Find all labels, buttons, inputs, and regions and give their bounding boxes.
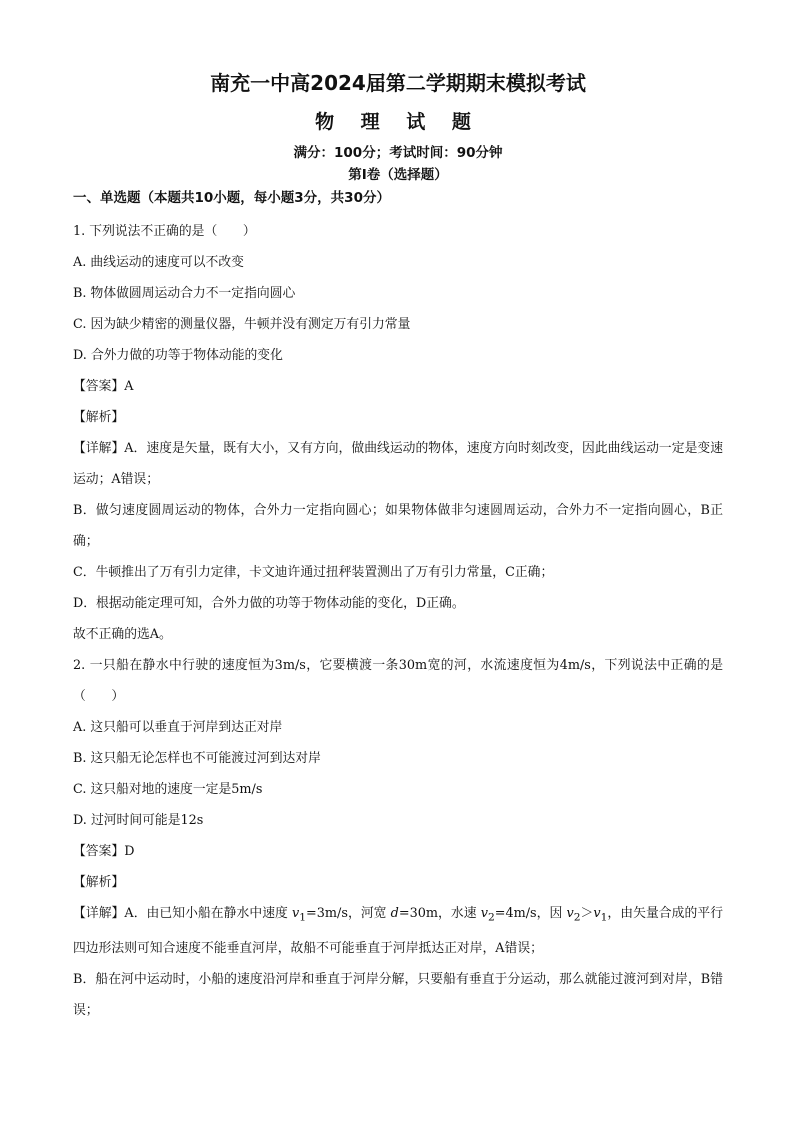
comparison-symbol: ＞ [580,906,594,921]
variable-d: d [390,906,399,921]
option-c: C. 因为缺少精密的测量仪器，牛顿并没有测定万有引力常量 [73,317,411,332]
variable-v: v [480,906,488,921]
subscript: 1 [299,910,307,924]
detail-text: =30m，水速 [398,906,481,921]
variable-v: v [566,906,574,921]
detail-text: 【详解】A．由已知小船在静水中速度 [73,906,293,921]
volume-heading: 第Ⅰ卷（选择题） [348,167,448,183]
option-a: A. 曲线运动的速度可以不改变 [73,255,244,270]
detail-paragraph: D．根据动能定理可知，合外力做的功等于物体动能的变化，D正确。 [73,596,465,611]
analysis-label: 【解析】 [73,875,125,890]
detail-paragraph: B．做匀速度圆周运动的物体，合外力一定指向圆心；如果物体做非匀速圆周运动，合外力不一定指向圆心，B正确； [73,503,723,549]
question-2 [73,650,723,1026]
detail-paragraph: C．牛顿推出了万有引力定律，卡文迪许通过扭秤装置测出了万有引力常量，C正确； [73,565,554,580]
option-b: B. 物体做圆周运动合力不一定指向圆心 [73,286,296,301]
question-stem: 2. 一只船在静水中行驶的速度恒为3m/s，它要横渡一条30m宽的河，水流速度恒为4m/s，下列说法中正确的是（ ） [73,658,723,704]
detail-text: ，由矢量合成的平行四边形法则可知合速度不能垂直河岸，故船不可能垂直于河岸抵达正对岸，A错误； [73,906,723,956]
exam-meta: 满分：100分；考试时间：90分钟 [293,145,503,161]
detail-text: =4m/s，因 [494,906,567,921]
section-heading: 一、单选题（本题共10小题，每小题3分，共30分） [73,190,390,206]
answer-line: 【答案】A [73,379,134,394]
question-1 [73,216,723,650]
option-d: D. 过河时间可能是12s [73,813,204,828]
option-d: D. 合外力做的功等于物体动能的变化 [73,348,283,363]
exam-subtitle: 物 理 试 题 [315,111,481,133]
option-c: C. 这只船对地的速度一定是5m/s [73,782,263,797]
conclusion-line: 故不正确的选A。 [73,627,172,642]
subscript: 2 [487,910,495,924]
detail-text: =3m/s，河宽 [306,906,391,921]
question-stem: 1. 下列说法不正确的是（ ） [73,224,256,239]
detail-paragraph: 【详解】A．速度是矢量，既有大小，又有方向，做曲线运动的物体，速度方向时刻改变，因此曲线运动一定是变速运动；A错误； [73,441,723,487]
exam-title: 南充一中高2024届第二学期期末模拟考试 [210,71,586,95]
subscript: 2 [573,910,581,924]
variable-v: v [593,906,601,921]
subscript: 1 [600,910,608,924]
detail-paragraph [73,898,723,964]
detail-paragraph: B．船在河中运动时，小船的速度沿河岸和垂直于河岸分解，只要船有垂直于分运动，那么就能过渡河到对岸，B错误； [73,971,723,1018]
document-page [73,70,723,1026]
analysis-label: 【解析】 [73,410,125,425]
answer-line: 【答案】D [73,844,135,859]
option-b: B. 这只船无论怎样也不可能渡过河到达对岸 [73,751,321,766]
option-a: A. 这只船可以垂直于河岸到达正对岸 [73,720,283,735]
variable-v: v [292,906,300,921]
